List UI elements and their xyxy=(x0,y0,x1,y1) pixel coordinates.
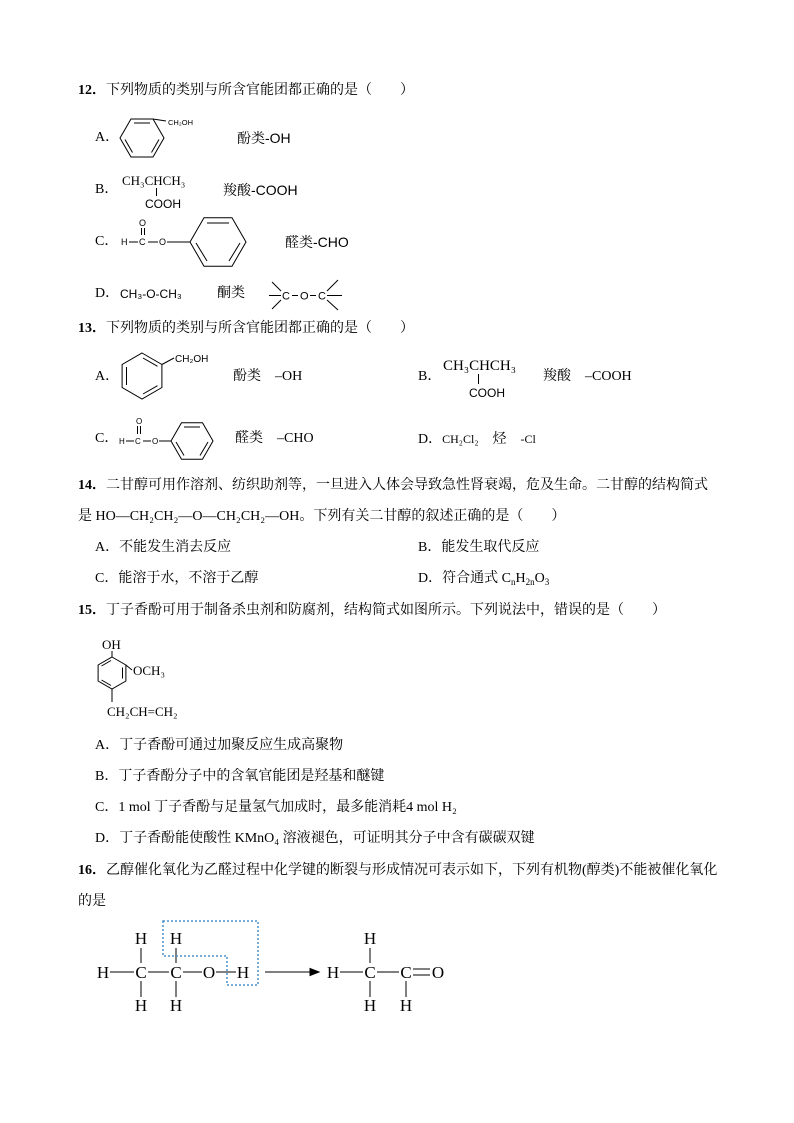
benzene-ring xyxy=(120,119,164,157)
q13-b-branch: COOH xyxy=(469,386,505,400)
q14-option-a-label: A． xyxy=(95,540,120,555)
formula-subscript: n xyxy=(510,577,516,587)
bond xyxy=(327,300,338,310)
formula-subscript: 2n xyxy=(525,577,535,587)
atom-h: H xyxy=(134,996,148,1015)
atom-c: C xyxy=(318,290,326,303)
q15-number: 15． xyxy=(78,603,106,618)
atom-c: C xyxy=(282,290,290,303)
q16-ethanol-oxidation-diagram xyxy=(90,915,460,1015)
q14-stem-line-1 xyxy=(78,477,708,495)
ring-double-bond xyxy=(196,243,207,261)
atom-h: H xyxy=(169,996,183,1015)
q13-stem: 下列物质的类别与所含官能团都正确的是（ ） xyxy=(106,321,414,336)
atom-c: C xyxy=(364,963,376,982)
formula-part: C xyxy=(501,571,511,586)
q14-option-c-label: C． xyxy=(95,571,119,586)
q13-d-group: -Cl xyxy=(520,432,536,446)
ring-double-bond xyxy=(200,442,208,456)
atom-o: O xyxy=(300,290,309,303)
q12-c-phenyl-formate-structure xyxy=(118,214,248,272)
q15-option-c xyxy=(95,799,457,817)
q13-option-a-label: A． xyxy=(95,369,120,384)
benzene-ring xyxy=(171,423,213,459)
q13-stem-line xyxy=(78,320,414,338)
ring-double-bond xyxy=(102,680,112,686)
q14-option-c-text: 能溶于水，不溶于乙醇 xyxy=(118,571,259,586)
ring-double-bond xyxy=(125,140,133,153)
atom-h: H xyxy=(96,963,110,982)
ring-double-bond xyxy=(102,661,112,667)
atom-c: C xyxy=(139,237,146,247)
atom-h: H xyxy=(134,929,148,948)
q12-a-substituent: CH₂OH xyxy=(168,118,193,127)
q15-option-b-text: 丁子香酚分子中的含氧官能团是羟基和醚键 xyxy=(118,769,385,784)
q14-option-a xyxy=(95,539,231,557)
benzene-ring xyxy=(122,353,162,399)
q16-stem-line-2: 的是 xyxy=(78,894,106,909)
atom-o-carbonyl: O xyxy=(139,218,147,228)
product-acetaldehyde xyxy=(327,929,444,1015)
atom-c: C xyxy=(170,963,182,982)
q13-number: 13． xyxy=(78,321,106,336)
methoxy-group: OCH₃ xyxy=(133,663,165,678)
atom-o: O xyxy=(431,963,445,982)
q14-option-d xyxy=(418,570,549,588)
q12-d-ether-structure xyxy=(266,278,346,312)
q15-option-d xyxy=(95,830,535,848)
atom-h: H xyxy=(169,929,183,948)
q14-option-a-text: 不能发生消去反应 xyxy=(119,540,232,555)
q12-b-main-chain: CH₃CHCH₃ xyxy=(122,173,186,188)
atom-c: C xyxy=(400,963,412,982)
hydroxyl-group: OH xyxy=(102,637,121,652)
q12-option-a-answer: 酚类-OH xyxy=(237,130,291,146)
q15-option-b-label: B． xyxy=(95,769,119,784)
q12-option-a-label: A． xyxy=(95,130,120,145)
benzene-ring xyxy=(190,218,246,266)
atom-h: H xyxy=(121,237,128,247)
atom-c: C xyxy=(135,963,147,982)
q15-option-a-label: A． xyxy=(95,738,120,753)
atom-o-ester: O xyxy=(152,437,159,446)
q13-option-b-answer: 羧酸 –COOH xyxy=(543,369,632,384)
allyl-side-chain: CH₂CH=CH₂ xyxy=(107,704,178,719)
q15-option-a xyxy=(95,737,343,755)
formula-part: H xyxy=(515,571,526,586)
q15-stem-line xyxy=(78,602,666,620)
atom-h: H xyxy=(363,996,377,1015)
q16-stem-line-1 xyxy=(78,862,717,880)
atom-h: H xyxy=(236,963,250,982)
atom-h: H xyxy=(363,929,377,948)
q14-option-b-text: 能发生取代反应 xyxy=(441,540,540,555)
ring-double-bond xyxy=(143,358,158,366)
benzene-ring xyxy=(98,657,126,689)
substituent-bond xyxy=(162,358,174,365)
atom-h: H xyxy=(399,996,413,1015)
q12-stem: 下列物质的类别与所含官能团都正确的是（ ） xyxy=(106,83,414,98)
q16-number: 16． xyxy=(78,863,106,878)
q14-option-c xyxy=(95,570,258,588)
q12-d-formula: CH₃-O-CH₃ xyxy=(120,287,182,301)
atom-o-ester: O xyxy=(159,237,167,247)
formula-subscript: 3 xyxy=(544,577,550,587)
q15-option-a-text: 丁子香酚可通过加聚反应生成高聚物 xyxy=(119,738,344,753)
q15-eugenol-structure xyxy=(95,636,205,720)
q14-option-d-text: 符合通式 xyxy=(442,571,502,586)
q13-b-main-chain: CH₃CHCH₃ xyxy=(443,358,516,374)
q13-a-benzyl-alcohol-structure xyxy=(118,350,208,402)
q15-stem: 丁子香酚可用于制备杀虫剂和防腐剂，结构简式如图所示。下列说法中，错误的是（ ） xyxy=(106,603,666,618)
q15-option-d-text: 丁子香酚能使酸性 KMnO₄ 溶液褪色，可证明其分子中含有碳碳双键 xyxy=(119,831,535,846)
q13-option-c-label: C． xyxy=(95,431,119,446)
q12-option-c-answer: 醛类-CHO xyxy=(285,234,349,250)
q14-option-b-label: B． xyxy=(418,540,442,555)
q13-d-formula: CH₂Cl₂ xyxy=(442,432,479,446)
reaction-arrow xyxy=(265,969,319,976)
q12-option-c-label: C． xyxy=(95,234,119,249)
atom-o-carbonyl: O xyxy=(136,417,143,426)
ring-double-bond xyxy=(229,243,240,261)
q13-b-branch-bond xyxy=(478,374,479,384)
q13-a-substituent: CH₂OH xyxy=(175,354,209,365)
ring-double-bond xyxy=(143,386,158,394)
q12-stem-line xyxy=(78,82,414,100)
q13-c-phenyl-formate-structure xyxy=(117,416,215,462)
q12-number: 12． xyxy=(78,83,106,98)
q16-stem-part-1: 乙醇催化氧化为乙醛过程中化学键的断裂与形成情况可表示如下，下列有机物(醇类)不能被催化氧化 xyxy=(106,863,718,878)
q13-option-d xyxy=(418,430,536,449)
q12-option-b-answer: 羧酸-COOH xyxy=(223,182,298,198)
ring-double-bond xyxy=(152,140,160,153)
reactant-ethanol xyxy=(97,929,249,1015)
q14-option-d-label: D． xyxy=(418,571,443,586)
q13-option-d-label: D． xyxy=(418,432,443,447)
substituent-bond xyxy=(153,119,166,121)
q15-option-c-text: 1 mol 丁子香酚与足量氢气加成时，最多能消耗4 mol H₂ xyxy=(118,800,457,815)
formula-part: O xyxy=(534,571,545,586)
q12-option-d-label: D． xyxy=(95,286,120,301)
q13-d-class: 烃 xyxy=(492,432,507,447)
q12-b-branch: COOH xyxy=(145,197,181,211)
atom-h: H xyxy=(326,963,340,982)
q14-stem-part-1: 二甘醇可用作溶剂、纺织助剂等，一旦进入人体会导致急性肾衰竭，危及生命。二甘醇的结构简式 xyxy=(106,478,708,493)
q13-option-a-answer: 酚类 –OH xyxy=(233,369,303,384)
q14-stem-line-2: 是 HO—CH₂CH₂—O—CH₂CH₂—OH。下列有关二甘醇的叙述正确的是（ ） xyxy=(78,509,566,524)
q12-option-b-label: B． xyxy=(95,182,119,197)
ring-double-bond xyxy=(176,442,184,456)
bond xyxy=(327,280,338,291)
bond xyxy=(272,300,281,309)
atom-c: C xyxy=(135,437,141,446)
q15-option-d-label: D． xyxy=(95,831,120,846)
bond xyxy=(126,665,132,670)
bond xyxy=(272,282,281,291)
atom-h: H xyxy=(119,437,125,446)
q15-option-b xyxy=(95,768,384,786)
q15-option-c-label: C． xyxy=(95,800,119,815)
q14-option-b xyxy=(418,539,539,557)
q14-number: 14． xyxy=(78,478,106,493)
q12-option-d-answer: 酮类 xyxy=(217,286,245,301)
q13-option-b-label: B． xyxy=(418,369,442,384)
atom-o: O xyxy=(202,963,216,982)
q12-a-benzyl-alcohol-structure xyxy=(118,114,208,162)
q13-option-c-answer: 醛类 –CHO xyxy=(235,431,314,446)
